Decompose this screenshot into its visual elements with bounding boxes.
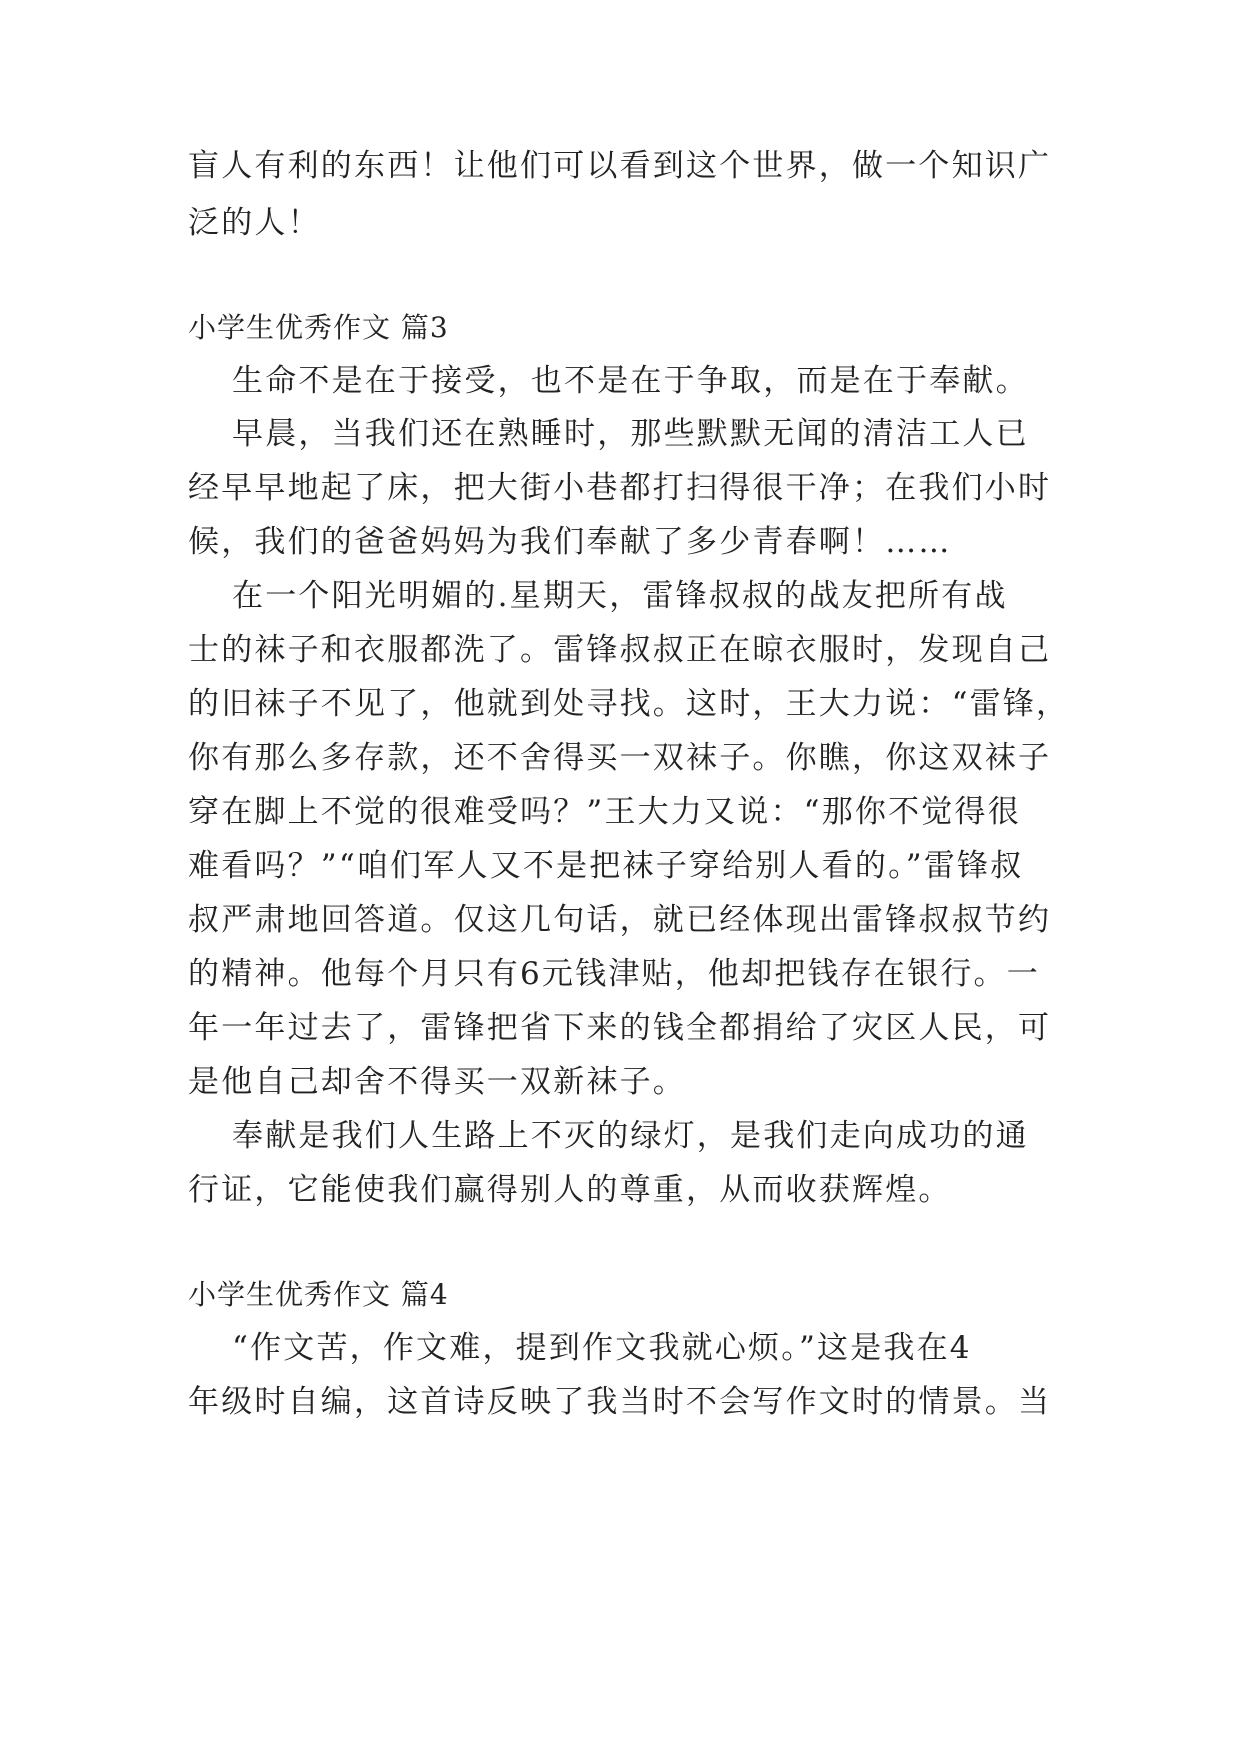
paragraph-line: 行证，它能使我们赢得别人的尊重，从而收获辉煌。 <box>188 1172 952 1208</box>
paragraph-line: 难看吗？”“咱们军人又不是把袜子穿给别人看的。”雷锋叔 <box>188 848 1024 884</box>
paragraph-line: 你有那么多存款，还不舍得买一双袜子。你瞧，你这双袜子 <box>188 740 1052 776</box>
paragraph-line: “作文苦，作文难，提到作文我就心烦。”这是我在4 <box>232 1330 972 1366</box>
paragraph-line: 泛的人！ <box>188 205 321 241</box>
paragraph-line: 穿在脚上不觉的很难受吗？”王大力又说：“那你不觉得很 <box>188 794 1021 830</box>
paragraph-line: 候，我们的爸爸妈妈为我们奉献了多少青春啊！…… <box>188 524 952 560</box>
paragraph-line: 生命不是在于接受，也不是在于争取，而是在于奉献。 <box>232 363 1029 399</box>
paragraph-line: 在一个阳光明媚的.星期天，雷锋叔叔的战友把所有战 <box>232 578 1008 614</box>
paragraph-line: 盲人有利的东西！让他们可以看到这个世界，做一个知识广 <box>188 148 1052 184</box>
paragraph-line: 奉献是我们人生路上不灭的绿灯，是我们走向成功的通 <box>232 1118 1029 1154</box>
paragraph-line: 的旧袜子不见了，他就到处寻找。这时，王大力说：“雷锋， <box>188 686 1070 722</box>
paragraph-line: 士的袜子和衣服都洗了。雷锋叔叔正在晾衣服时，发现自己 <box>188 632 1052 668</box>
paragraph-line: 的精神。他每个月只有6元钱津贴，他却把钱存在银行。一 <box>188 956 1040 992</box>
paragraph-line: 年级时自编，这首诗反映了我当时不会写作文时的情景。当 <box>188 1384 1052 1420</box>
section-heading-3: 小学生优秀作文 篇3 <box>188 311 449 344</box>
paragraph-line: 年一年过去了，雷锋把省下来的钱全都捐给了灾区人民，可 <box>188 1010 1052 1046</box>
section-heading-4: 小学生优秀作文 篇4 <box>188 1278 449 1311</box>
paragraph-line: 早晨，当我们还在熟睡时，那些默默无闻的清洁工人已 <box>232 416 1029 452</box>
paragraph-line: 是他自己却舍不得买一双新袜子。 <box>188 1064 686 1100</box>
paragraph-line: 经早早地起了床，把大街小巷都打扫得很干净；在我们小时 <box>188 470 1052 506</box>
paragraph-line: 叔严肃地回答道。仅这几句话，就已经体现出雷锋叔叔节约 <box>188 902 1052 938</box>
